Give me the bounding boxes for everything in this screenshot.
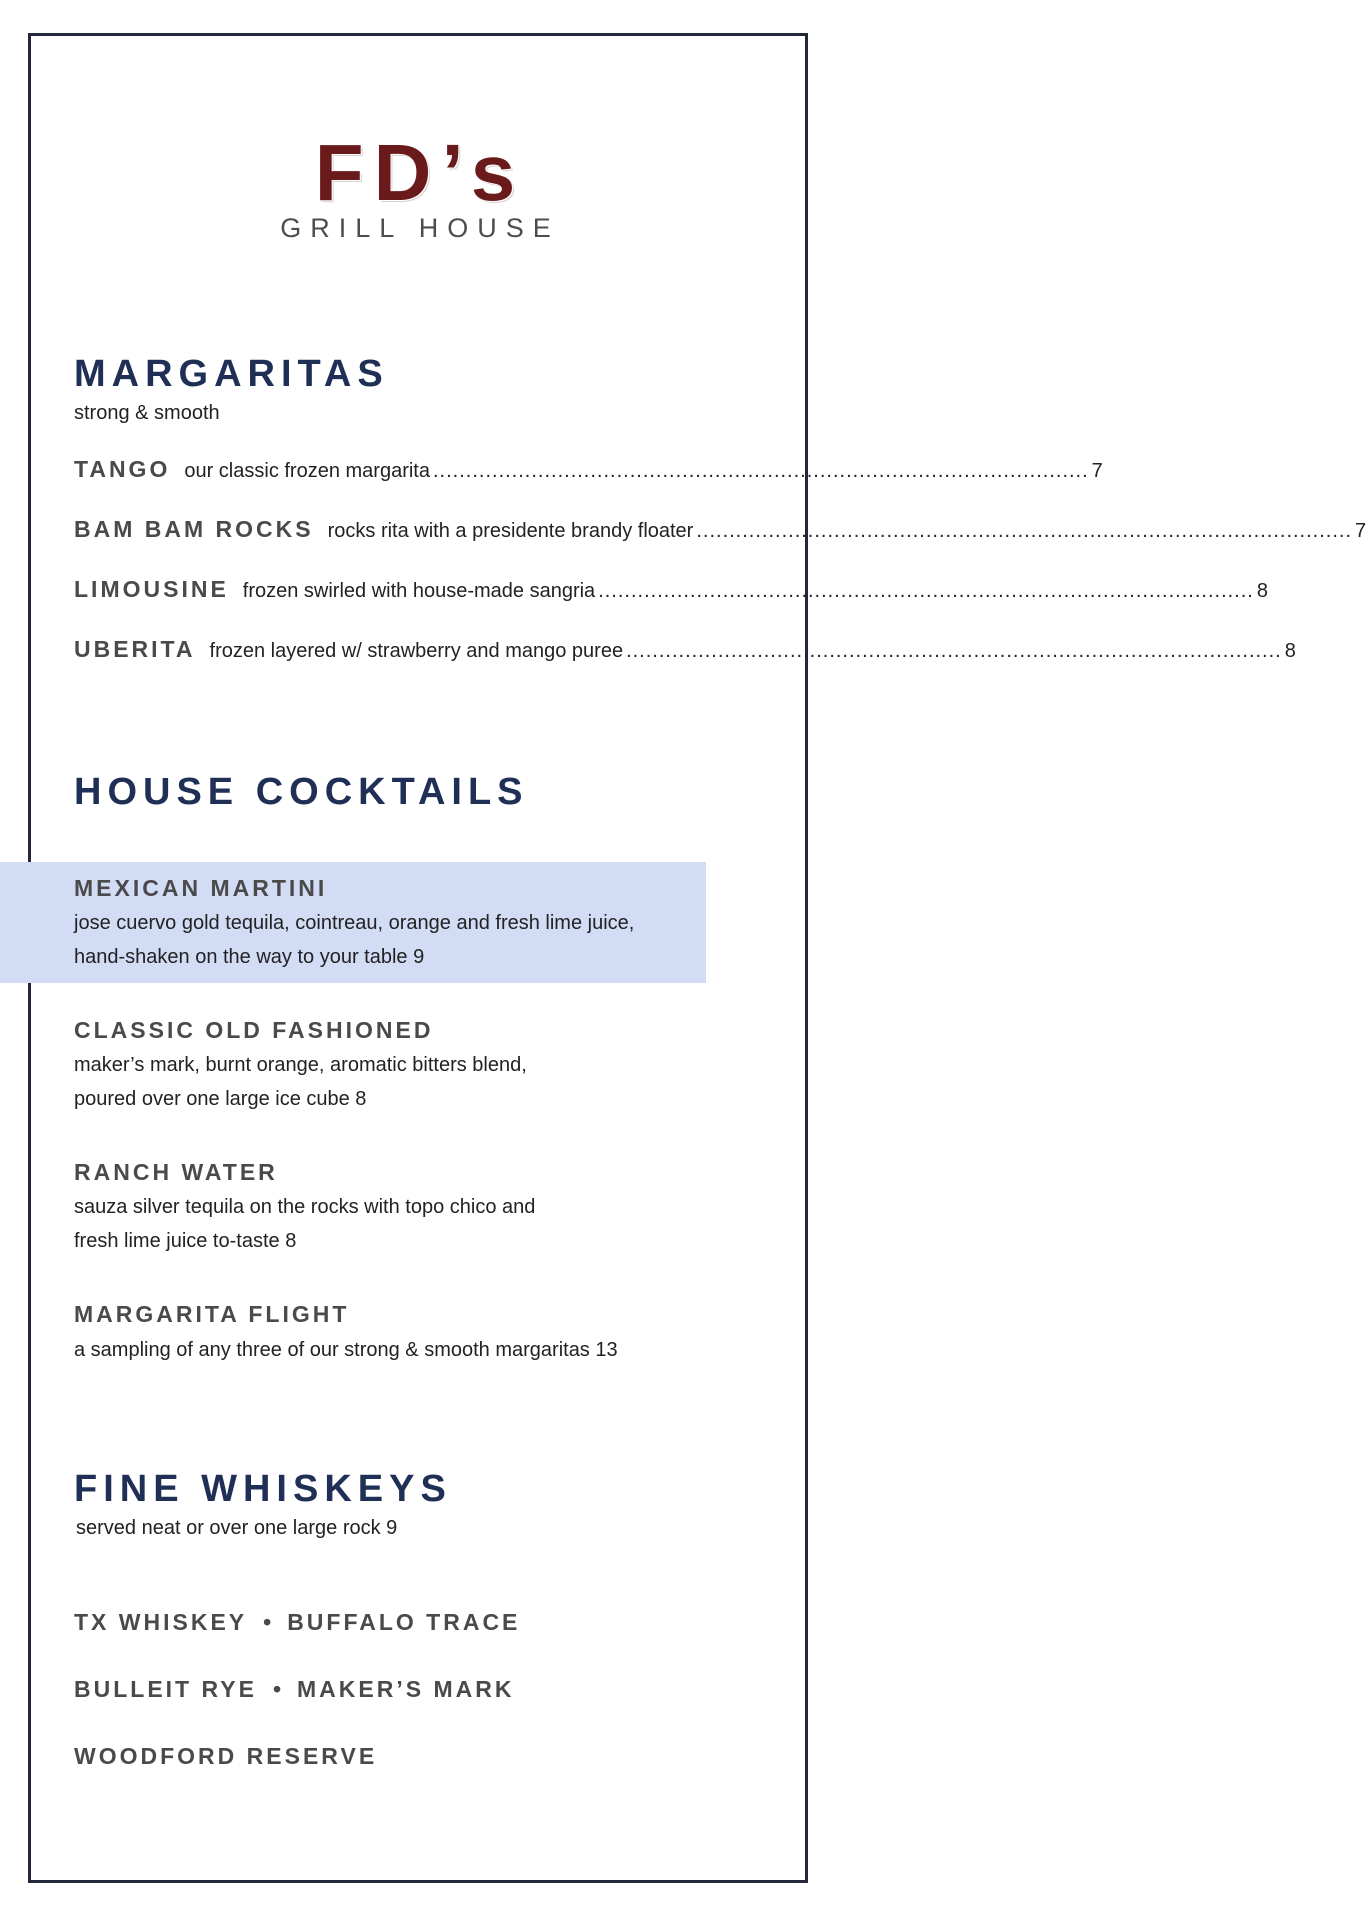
logo-subtitle: GRILL HOUSE: [280, 213, 560, 243]
cocktail-name-old-fashioned: CLASSIC OLD FASHIONED: [74, 1017, 434, 1043]
bullet-separator: •: [272, 1676, 281, 1702]
item-price: 8: [1284, 640, 1296, 662]
item-price: 8: [1256, 580, 1268, 602]
logo-title: FD’s: [314, 128, 526, 217]
cocktail-description: sauza silver tequila on the rocks with topo chico and: [74, 1196, 536, 1218]
cocktail-description: maker’s mark, burnt orange, aromatic bitters blend,: [74, 1054, 527, 1076]
whiskey-row: [74, 1676, 514, 1703]
item-price: 7: [1355, 520, 1366, 542]
item-name: LIMOUSINE: [74, 576, 229, 602]
cocktail-description: hand-shaken on the way to your table 9: [74, 946, 425, 968]
item-name: BAM BAM ROCKS: [74, 516, 314, 542]
leader-dots: ....................................................................................................: [626, 640, 1282, 662]
menu-item-limousine: [74, 576, 1268, 606]
leader-dots: ....................................................................................................: [433, 460, 1089, 482]
bullet-separator: •: [263, 1609, 272, 1635]
whiskeys-title: FINE WHISKEYS: [74, 1468, 452, 1510]
item-description: frozen layered w/ strawberry and mango puree: [209, 640, 624, 662]
menu-item-uberita: [74, 636, 1296, 666]
whiskey-name: BUFFALO TRACE: [287, 1609, 521, 1635]
whiskey-row: [74, 1743, 377, 1770]
menu-item-tango: [74, 456, 1103, 486]
cocktail-description: fresh lime juice to-taste 8: [74, 1230, 297, 1252]
margaritas-title: MARGARITAS: [74, 353, 389, 395]
whiskeys-subtitle: served neat or over one large rock 9: [76, 1517, 398, 1539]
item-description: rocks rita with a presidente brandy floater: [327, 520, 694, 542]
cocktail-description: a sampling of any three of our strong & smooth margaritas 13: [74, 1339, 618, 1361]
cocktail-description: poured over one large ice cube 8: [74, 1088, 367, 1110]
cocktail-name-mexican-martini: MEXICAN MARTINI: [74, 875, 328, 901]
whiskey-name: BULLEIT RYE: [74, 1676, 257, 1702]
menu-item-bam-bam-rocks: [74, 516, 1366, 546]
item-description: frozen swirled with house-made sangria: [242, 580, 596, 602]
item-name: UBERITA: [74, 636, 196, 662]
cocktail-name-ranch-water: RANCH WATER: [74, 1159, 278, 1185]
cocktail-name-margarita-flight: MARGARITA FLIGHT: [74, 1301, 350, 1327]
item-description: our classic frozen margarita: [184, 460, 430, 482]
whiskey-row: [74, 1609, 520, 1636]
leader-dots: ....................................................................................................: [598, 580, 1254, 602]
leader-dots: ....................................................................................................: [696, 520, 1353, 542]
whiskey-name: TX WHISKEY: [74, 1609, 248, 1635]
whiskey-name: WOODFORD RESERVE: [74, 1743, 378, 1769]
item-price: 7: [1091, 460, 1103, 482]
item-name: TANGO: [74, 456, 171, 482]
margaritas-subtitle: strong & smooth: [74, 402, 220, 424]
cocktails-title: HOUSE COCKTAILS: [74, 771, 529, 813]
cocktail-description: jose cuervo gold tequila, cointreau, orange and fresh lime juice,: [74, 912, 635, 934]
whiskey-name: MAKER’S MARK: [297, 1676, 515, 1702]
